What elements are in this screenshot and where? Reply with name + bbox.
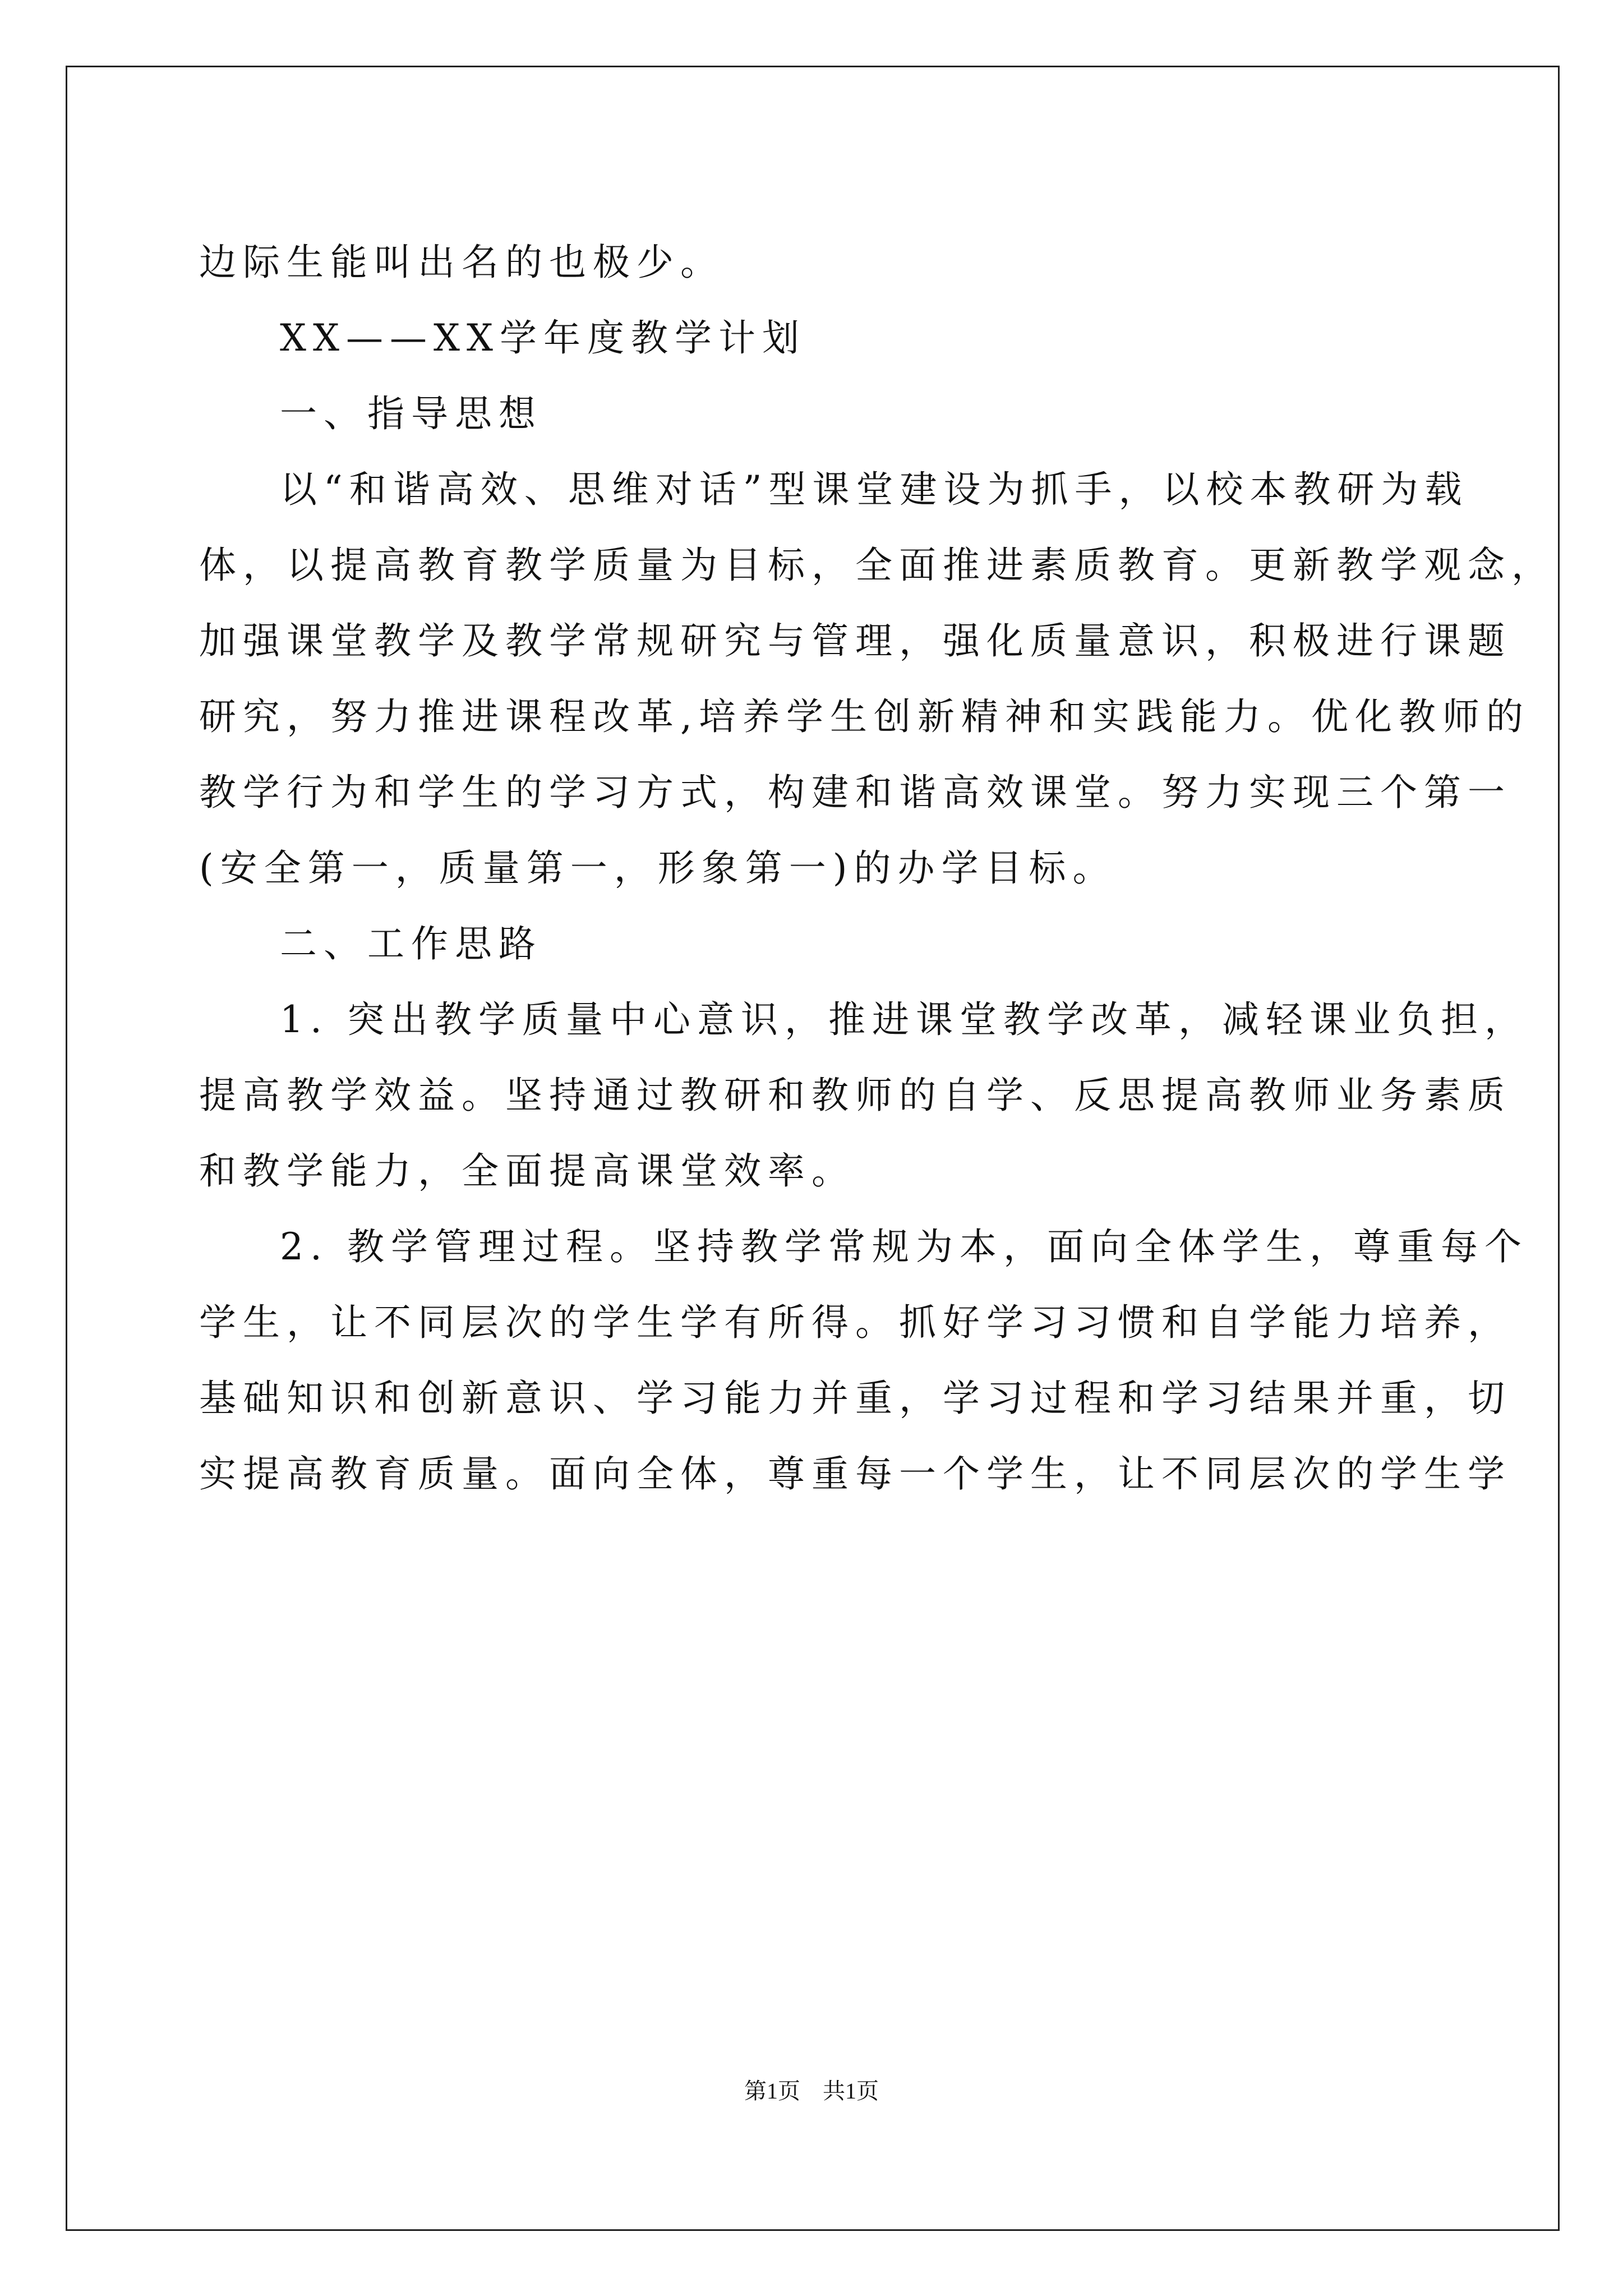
paragraph-line: 研究，努力推进课程改革,培养学生创新精神和实践能力。优化教师的	[199, 695, 1530, 738]
section-heading-plan-title: XX——XX学年度教学计划	[280, 316, 806, 360]
paragraph-line: 1. 突出教学质量中心意识，推进课堂教学改革，减轻课业负担，	[280, 998, 1528, 1041]
paragraph-line: 学生，让不同层次的学生学有所得。抓好学习习惯和自学能力培养，	[199, 1301, 1511, 1344]
paragraph-line: 基础知识和创新意识、学习能力并重，学习过程和学习结果并重，切	[199, 1377, 1511, 1420]
paragraph-line: 2. 教学管理过程。坚持教学常规为本，面向全体学生，尊重每个	[280, 1225, 1528, 1268]
paragraph-line: 实提高教育质量。面向全体，尊重每一个学生，让不同层次的学生学	[199, 1452, 1511, 1496]
paragraph-line: 教学行为和学生的学习方式，构建和谐高效课堂。努力实现三个第一	[199, 771, 1511, 814]
section-heading-work-approach: 二、工作思路	[280, 922, 542, 965]
paragraph-line: 以“和谐高效、思维对话”型课堂建设为抓手，以校本教研为载	[280, 468, 1469, 511]
section-heading-guiding-ideology: 一、指导思想	[280, 392, 542, 435]
paragraph-line: 加强课堂教学及教学常规研究与管理，强化质量意识，积极进行课题	[199, 619, 1511, 662]
document-body	[199, 224, 1555, 1512]
page-footer	[0, 2074, 1623, 2108]
page-number: 第1页	[744, 2078, 800, 2104]
paragraph-line: 提高教学效益。坚持通过教研和教师的自学、反思提高教师业务素质	[199, 1074, 1511, 1117]
text-line-continuation: 边际生能叫出名的也极少。	[199, 241, 724, 284]
page-total: 共1页	[823, 2078, 879, 2104]
paragraph-line: 体，以提高教育教学质量为目标，全面推进素质教育。更新教学观念，	[199, 544, 1555, 587]
paragraph-line: (安全第一，质量第一，形象第一)的办学目标。	[199, 846, 1117, 890]
paragraph-line: 和教学能力，全面提高课堂效率。	[199, 1149, 855, 1193]
